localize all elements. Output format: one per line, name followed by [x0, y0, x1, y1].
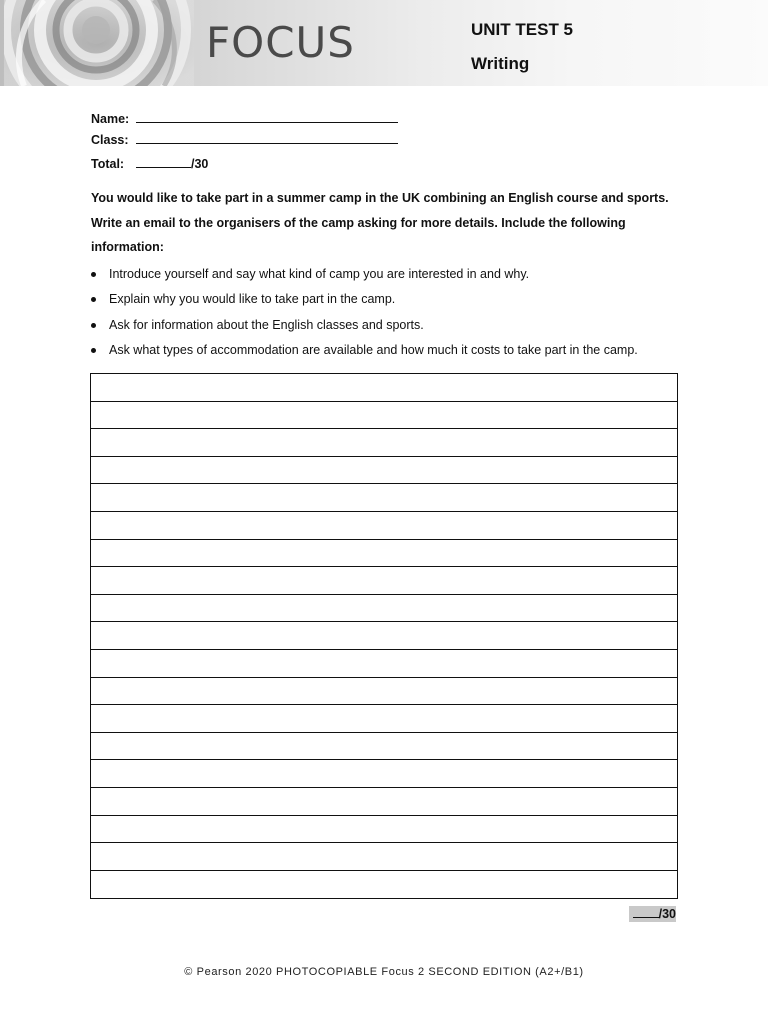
writing-line[interactable]	[91, 402, 677, 430]
writing-line[interactable]	[91, 843, 677, 871]
writing-line[interactable]	[91, 540, 677, 568]
instruction-line: information:	[91, 240, 164, 254]
bullet-item	[91, 313, 691, 338]
page-footer: © Pearson 2020 PHOTOCOPIABLE Focus 2 SECOND EDITION (A2+/B1)	[184, 966, 584, 978]
bullet-item	[91, 338, 691, 363]
score-blank-line[interactable]	[633, 906, 659, 918]
instruction-line: You would like to take part in a summer camp in the UK combining an English course and sports.	[91, 191, 669, 205]
section-subtitle: Writing	[471, 54, 530, 73]
task-instructions	[91, 186, 681, 260]
writing-line[interactable]	[91, 760, 677, 788]
student-info-fields	[91, 110, 398, 176]
instruction-line: Write an email to the organisers of the camp asking for more details. Include the following	[91, 215, 626, 230]
task-bullet-list	[91, 262, 691, 363]
score-max: /30	[658, 907, 676, 921]
total-max: /30	[191, 157, 209, 171]
writing-line[interactable]	[91, 622, 677, 650]
bullet-text: Ask for information about the English classes and sports.	[109, 317, 424, 332]
class-input-line[interactable]	[136, 131, 398, 144]
writing-line[interactable]	[91, 457, 677, 485]
writing-line[interactable]	[91, 429, 677, 457]
writing-line[interactable]	[91, 512, 677, 540]
bullet-text: Introduce yourself and say what kind of camp you are interested in and why.	[109, 267, 530, 281]
bullet-dot-icon	[91, 297, 96, 302]
class-label: Class:	[91, 133, 129, 147]
focus-swirl-logo	[4, 0, 194, 86]
bullet-text: Ask what types of accommodation are available and how much it costs to take part in the camp.	[109, 342, 638, 357]
bullet-item	[91, 287, 691, 312]
bullet-dot-icon	[91, 323, 96, 328]
writing-line[interactable]	[91, 788, 677, 816]
name-input-line[interactable]	[136, 110, 398, 123]
unit-test-title: UNIT TEST 5	[471, 20, 574, 39]
bullet-item	[91, 262, 691, 287]
focus-logo-text: FOCUS	[206, 18, 355, 67]
bullet-dot-icon	[91, 348, 96, 353]
writing-line[interactable]	[91, 650, 677, 678]
total-field-row	[91, 155, 398, 176]
name-field-row	[91, 110, 398, 131]
writing-line[interactable]	[91, 484, 677, 512]
bullet-dot-icon	[91, 272, 96, 277]
writing-line[interactable]	[91, 705, 677, 733]
section-score	[629, 906, 676, 922]
writing-line[interactable]	[91, 374, 677, 402]
page-header	[0, 0, 768, 86]
writing-line[interactable]	[91, 871, 677, 899]
total-input-line[interactable]	[136, 155, 191, 168]
writing-line[interactable]	[91, 678, 677, 706]
writing-line[interactable]	[91, 816, 677, 844]
class-field-row	[91, 131, 398, 152]
name-label: Name:	[91, 112, 130, 126]
writing-line[interactable]	[91, 567, 677, 595]
total-label: Total:	[91, 157, 125, 171]
writing-answer-box[interactable]	[90, 373, 678, 899]
writing-line[interactable]	[91, 595, 677, 623]
bullet-text: Explain why you would like to take part in the camp.	[109, 292, 396, 307]
writing-line[interactable]	[91, 733, 677, 761]
